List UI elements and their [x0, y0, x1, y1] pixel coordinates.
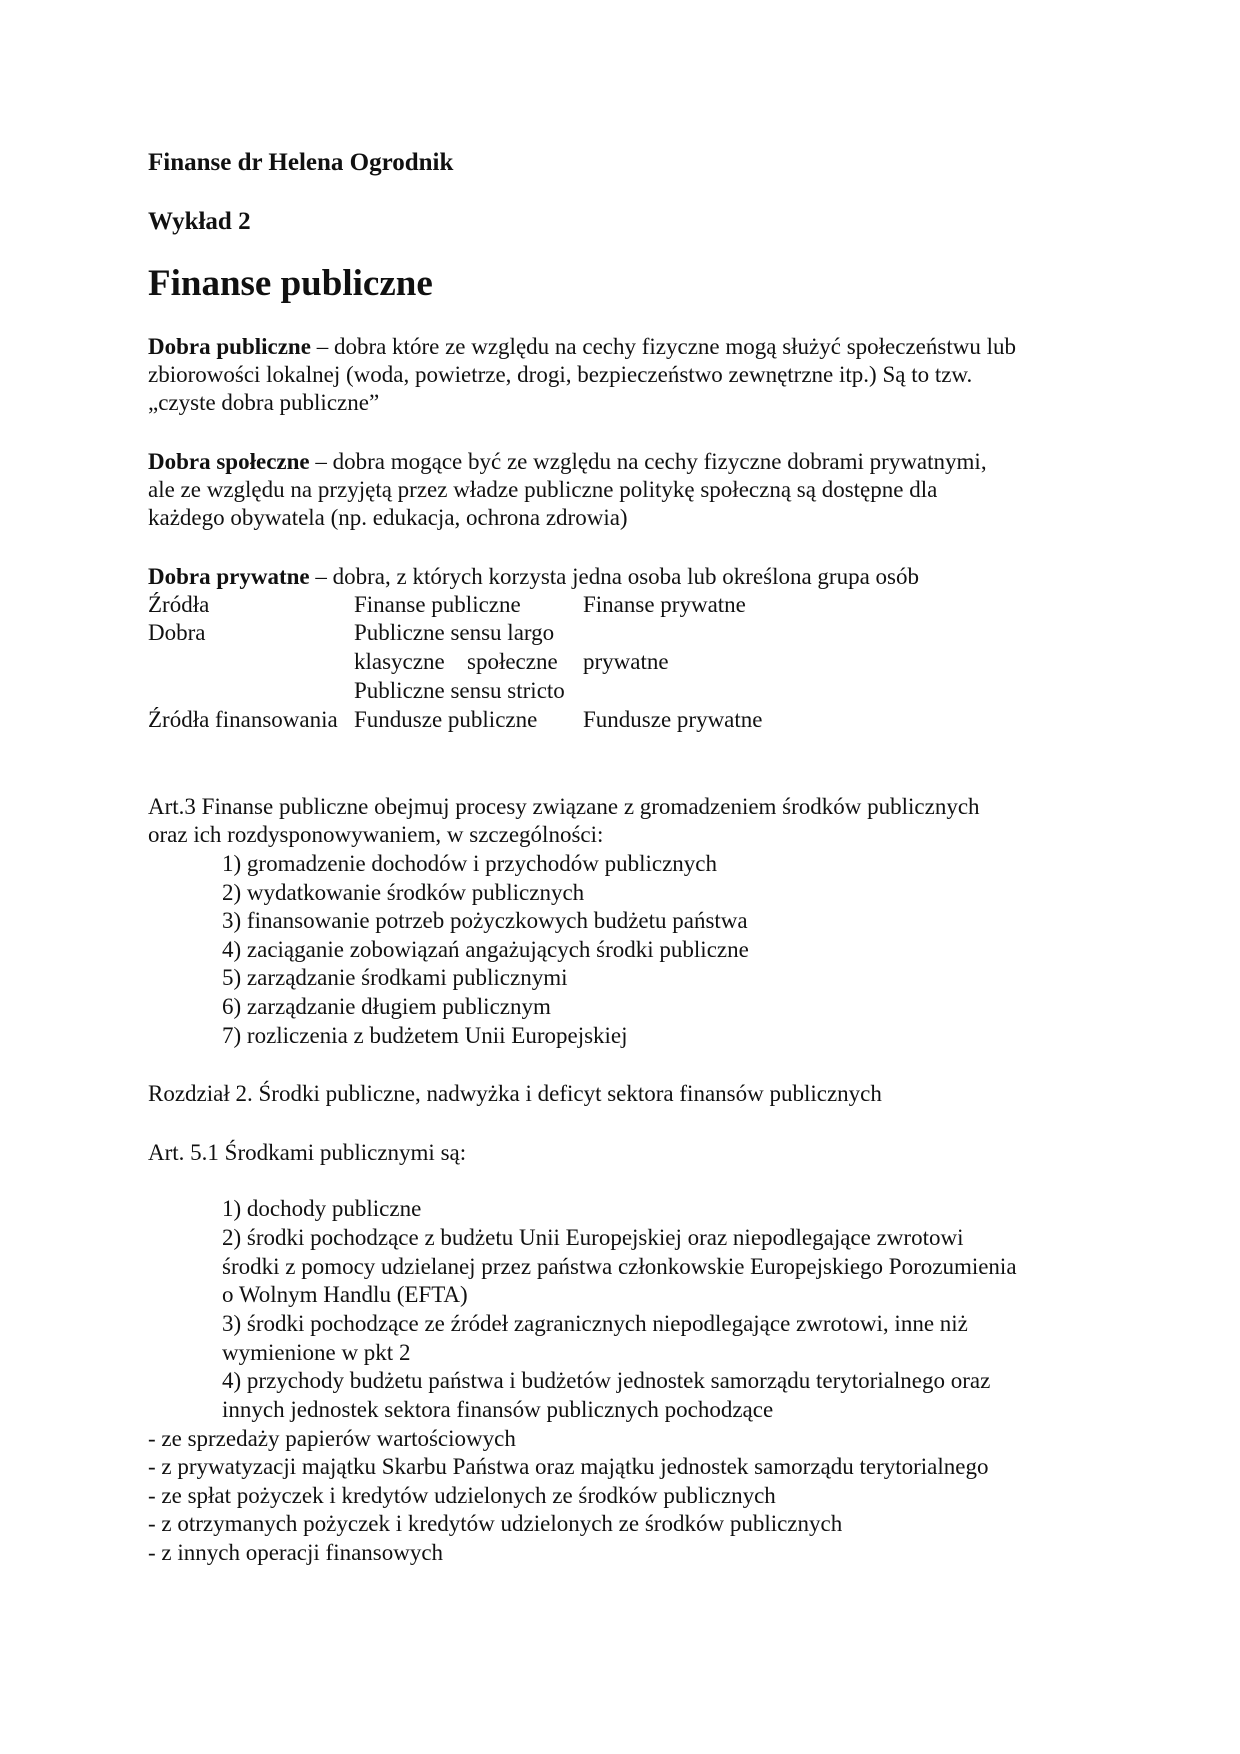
def-social-line-1 [148, 448, 987, 476]
table-r3-c: prywatne [583, 649, 669, 674]
def-private-term: Dobra prywatne [148, 564, 310, 589]
table-r3-b1: klasyczne [354, 649, 445, 674]
table-r1-a: Źródła [148, 592, 210, 617]
art3-line-2: oraz ich rozdysponowywaniem, w szczególności: [148, 822, 604, 847]
table-r5-b: Fundusze publiczne [354, 707, 538, 732]
list-item-continuation: o Wolnym Handlu (EFTA) [222, 1282, 468, 1307]
list-item: 1) dochody publiczne [222, 1196, 422, 1221]
list-item: 5) zarządzanie środkami publicznymi [222, 965, 568, 990]
dash-item: - z otrzymanych pożyczek i kredytów udzielonych ze środków publicznych [148, 1511, 843, 1536]
page-title: Finanse publiczne [148, 263, 433, 304]
def-private-text: – dobra, z których korzysta jedna osoba lub określona grupa osób [309, 564, 919, 589]
art5-intro: Art. 5.1 Środkami publicznymi są: [148, 1140, 467, 1165]
dash-item: - ze spłat pożyczek i kredytów udzielonych ze środków publicznych [148, 1483, 776, 1508]
def-social-text: – dobra mogące być ze względu na cechy fizyczne dobrami prywatnymi, [309, 449, 987, 474]
list-item: 2) wydatkowanie środków publicznych [222, 880, 585, 905]
list-item: 3) środki pochodzące ze źródeł zagranicznych niepodlegające zwrotowi, inne niż [222, 1311, 968, 1336]
list-item: 7) rozliczenia z budżetem Unii Europejskiej [222, 1023, 628, 1048]
table-r5-a: Źródła finansowania [148, 707, 338, 732]
def-social-line-2: ale ze względu na przyjętą przez władze publiczne politykę społeczną są dostępne dla [148, 477, 938, 502]
table-r1-b: Finanse publiczne [354, 592, 521, 617]
def-public-line-3: „czyste dobra publiczne” [148, 390, 380, 415]
table-r5-c: Fundusze prywatne [583, 707, 763, 732]
list-item: 6) zarządzanie długiem publicznym [222, 994, 551, 1019]
def-social-term: Dobra społeczne [148, 449, 310, 474]
table-r2-a: Dobra [148, 620, 206, 645]
dash-item: - ze sprzedaży papierów wartościowych [148, 1426, 516, 1451]
table-r4-b: Publiczne sensu stricto [354, 678, 565, 703]
chapter-heading: Rozdział 2. Środki publiczne, nadwyżka i deficyt sektora finansów publicznych [148, 1081, 882, 1106]
def-social-line-3: każdego obywatela (np. edukacja, ochrona zdrowia) [148, 505, 628, 530]
def-public-text: – dobra które ze względu na cechy fizyczne mogą służyć społeczeństwu lub [310, 334, 1016, 359]
list-item: 2) środki pochodzące z budżetu Unii Europejskiej oraz niepodlegające zwrotowi [222, 1225, 964, 1250]
dash-item: - z prywatyzacji majątku Skarbu Państwa oraz majątku jednostek samorządu terytorialnego [148, 1454, 989, 1479]
def-public-line-2: zbiorowości lokalnej (woda, powietrze, drogi, bezpieczeństwo zewnętrzne itp.) Są to tzw. [148, 362, 973, 387]
lecture-number: Wykład 2 [148, 208, 251, 235]
list-item-continuation: środki z pomocy udzielanej przez państwa członkowskie Europejskiego Porozumienia [222, 1254, 1017, 1279]
table-r3-b2: społeczne [467, 649, 558, 674]
list-item: 4) przychody budżetu państwa i budżetów jednostek samorządu terytorialnego oraz [222, 1368, 991, 1393]
list-item: 3) finansowanie potrzeb pożyczkowych budżetu państwa [222, 908, 748, 933]
def-public-line-1 [148, 333, 1016, 361]
document-author: Finanse dr Helena Ogrodnik [148, 149, 454, 176]
def-private-line-1 [148, 563, 919, 591]
list-item-continuation: wymienione w pkt 2 [222, 1340, 411, 1365]
art3-line-1: Art.3 Finanse publiczne obejmuj procesy związane z gromadzeniem środków publicznych [148, 794, 980, 819]
list-item-continuation: innych jednostek sektora finansów publicznych pochodzące [222, 1397, 774, 1422]
list-item: 4) zaciąganie zobowiązań angażujących środki publiczne [222, 937, 749, 962]
def-public-term: Dobra publiczne [148, 334, 311, 359]
table-r1-c: Finanse prywatne [583, 592, 746, 617]
dash-item: - z innych operacji finansowych [148, 1540, 444, 1565]
table-r2-b: Publiczne sensu largo [354, 620, 555, 645]
list-item: 1) gromadzenie dochodów i przychodów publicznych [222, 851, 717, 876]
